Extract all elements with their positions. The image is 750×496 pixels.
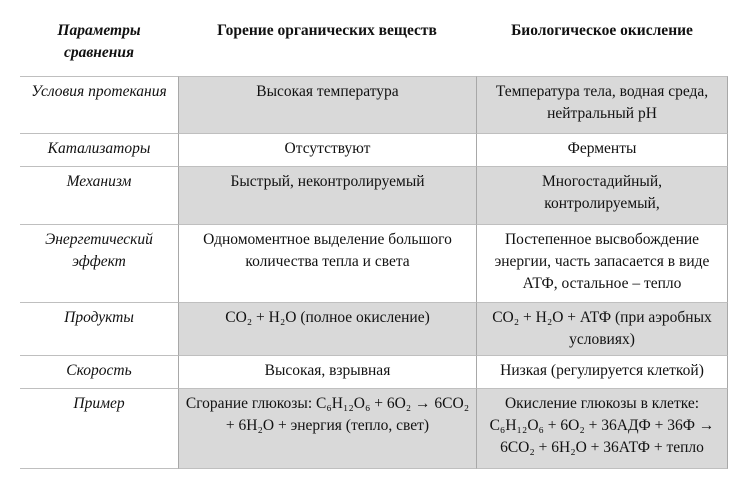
cell-combustion-catalysts: Отсутствуют (178, 134, 476, 167)
row-label-example: Пример (20, 389, 178, 469)
table-row (20, 389, 728, 469)
row-label-conditions: Условия протекания (20, 76, 178, 134)
row-label-energy-effect: Энергетический эффект (20, 225, 178, 303)
comparison-table (20, 16, 728, 469)
row-label-products: Продукты (20, 303, 178, 356)
cell-combustion-mechanism: Быстрый, неконтролируемый (178, 167, 476, 225)
table-row (20, 356, 728, 389)
row-label-speed: Скорость (20, 356, 178, 389)
table-row (20, 167, 728, 225)
cell-biological-products: CO₂ + H₂O + АТФ (при аэробных условиях) (476, 303, 728, 356)
cell-biological-speed: Низкая (регулируется клеткой) (476, 356, 728, 389)
table-header-row (20, 16, 728, 76)
cell-biological-energy-effect: Постепенное высвобождение энергии, часть запасается в виде АТФ, остальное – тепло (476, 225, 728, 303)
cell-combustion-conditions: Высокая температура (178, 76, 476, 134)
header-biological-oxidation: Биологическое окисление (511, 22, 693, 39)
cell-biological-conditions: Температура тела, водная среда, нейтральный рН (476, 76, 728, 134)
table-row (20, 303, 728, 356)
cell-combustion-example: Сгорание глюкозы: C₆H₁₂O₆ + 6O₂ → 6CO₂ + 6H₂O + энергия (тепло, свет) (178, 389, 476, 469)
header-combustion: Горение органических веществ (217, 22, 437, 39)
cell-combustion-products: CO₂ + H₂O (полное окисление) (178, 303, 476, 356)
table-row (20, 76, 728, 134)
table-row (20, 225, 728, 303)
cell-biological-mechanism: Многостадийный, контролируемый, (476, 167, 728, 225)
cell-biological-example: Окисление глюкозы в клетке: C₆H₁₂O₆ + 6O₂ + 36АДФ + 36Ф → 6CO₂ + 6H₂O + 36АТФ + тепло (476, 389, 728, 469)
row-label-mechanism: Механизм (20, 167, 178, 225)
cell-combustion-speed: Высокая, взрывная (178, 356, 476, 389)
cell-combustion-energy-effect: Одномоментное выделение большого количества тепла и света (178, 225, 476, 303)
cell-biological-catalysts: Ферменты (476, 134, 728, 167)
table-row (20, 134, 728, 167)
header-parameters: Параметры сравнения (57, 22, 141, 61)
row-label-catalysts: Катализаторы (20, 134, 178, 167)
